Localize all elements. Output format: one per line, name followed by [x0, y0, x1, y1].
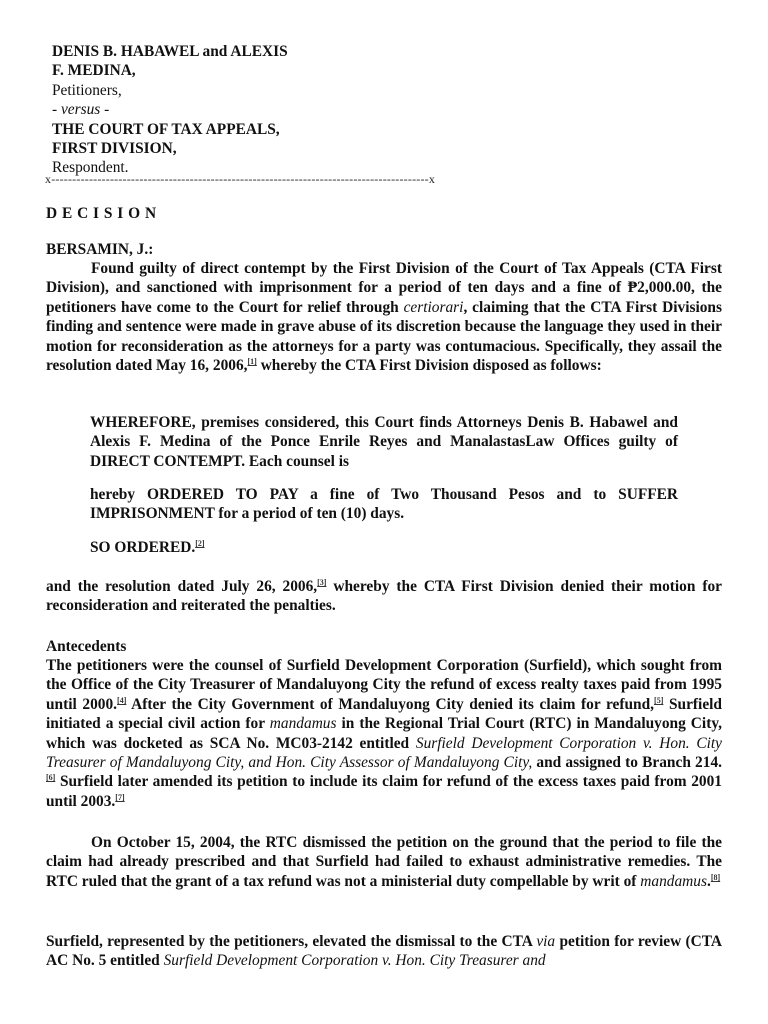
separator-line: x------------------------------------------------------------------------------------------x [45, 172, 436, 186]
p5-text-b: petition for review (CTA AC No. 5 entitled [46, 933, 722, 970]
decision-heading: D E C I S I O N [46, 205, 157, 222]
p5-italic-case-title: Surfield Development Corporation v. Hon. City Treasurer and [163, 952, 546, 970]
respondent-label: Respondent. [52, 159, 129, 177]
petitioner-name-line1: DENIS B. HABAWEL and ALEXIS [52, 43, 288, 60]
antecedents-heading: Antecedents [46, 638, 127, 655]
paragraph-5 [46, 932, 722, 971]
so-ordered-text: SO ORDERED. [90, 539, 196, 556]
p1-text-a: Found guilty of direct contempt by the First Division of the Court of Tax Appeals (CTA First Division), and sanctioned with imprisonment for a period of ten days and a fine of ₱2,000.00, the petitioners have come to the Court for relief through [46, 260, 722, 316]
p3-text-a: The petitioners were the counsel of Surfield Development Corporation (Surfield), which sought from the Office of the City Treasurer of Mandaluyong City the refund of excess realty taxes paid from 1995 until 2000. [46, 657, 722, 713]
footnote-link-8[interactable]: [8] [710, 872, 721, 882]
p2-text-b: whereby the CTA First Division denied their motion for reconsideration and reiterated the penalties. [46, 578, 722, 615]
ponente: BERSAMIN, J.: [46, 241, 154, 258]
petitioners-label: Petitioners, [52, 81, 122, 99]
quote-paragraph-2: hereby ORDERED TO PAY a fine of Two Thousand Pesos and to SUFFER IMPRISONMENT for a period of ten (10) days. [90, 486, 678, 523]
p3-italic-case-title: Surfield Development Corporation v. Hon. City Treasurer of Mandaluyong City, and Hon. City Assessor of Mandaluyong City, [46, 734, 723, 772]
paragraph-3 [46, 656, 722, 811]
p3-text-e: and assigned to Branch 214. [532, 754, 722, 772]
p3-text-d: in the Regional Trial Court (RTC) in Mandaluyong City, which was docketed as SCA No. MC03-2142 entitled [46, 715, 723, 752]
p4-text-b: . [706, 872, 711, 890]
footnote-link-1[interactable]: [1] [247, 356, 257, 366]
p4-text-a: On October 15, 2004, the RTC dismissed the petition on the ground that the period to file the claim had already prescribed and that Surfield had failed to exhaust administrative remedies. The RTC ruled that the grant of a tax refund was not a ministerial duty compellable by writ of [46, 834, 722, 890]
footnote-link-2[interactable]: [2] [195, 538, 205, 548]
p3-italic-mandamus: mandamus [269, 715, 337, 733]
footnote-link-4[interactable]: [4] [117, 695, 127, 705]
case-caption [52, 42, 452, 178]
footnote-link-5[interactable]: [5] [654, 695, 664, 705]
footnote-link-3[interactable]: [3] [317, 577, 327, 587]
petitioner-name-line2: F. MEDINA, [52, 62, 136, 80]
p3-text-b: After the City Government of Mandaluyong City denied its claim for refund, [126, 695, 655, 713]
versus-text: - versus - [52, 101, 110, 119]
footnote-link-7[interactable]: [7] [115, 792, 125, 802]
respondent-name-line2: FIRST DIVISION, [52, 140, 177, 158]
p4-italic-mandamus: mandamus [640, 872, 707, 890]
versus-label [52, 100, 452, 119]
p1-text-b: , claiming that the CTA First Divisions finding and sentence were made in grave abuse of its discretion because the language they used in their motion for reconsideration as the attorneys for a party was contumacious. Specifically, they assail the resolution dated May 16, 2006, [46, 298, 722, 375]
p1-text-c: whereby the CTA First Division disposed as follows: [256, 357, 602, 375]
p5-italic-via: via [536, 933, 556, 950]
p3-text-c: Surfield initiated a special civil action for [46, 695, 722, 733]
p1-italic-certiorari: certiorari [403, 298, 464, 316]
footnote-link-6[interactable]: [6] [46, 773, 56, 783]
p2-text-a: and the resolution dated July 26, 2006, [46, 578, 318, 595]
p5-text-a: Surfield, represented by the petitioners, elevated the dismissal to the CTA [46, 933, 537, 950]
respondent-name-line1: THE COURT OF TAX APPEALS, [52, 120, 280, 138]
p3-text-f: Surfield later amended its petition to include its claim for refund of the excess taxes paid from 2001 until 2003. [46, 773, 722, 810]
quote-paragraph-1: WHEREFORE, premises considered, this Court finds Attorneys Denis B. Habawel and Alexis F. Medina of the Ponce Enrile Reyes and ManalastasLaw Offices guilty of DIRECT CONTEMPT. Each counsel is [90, 414, 678, 470]
quote-paragraph-3 [90, 538, 678, 557]
paragraph-1 [46, 259, 722, 375]
paragraph-2 [46, 577, 722, 616]
paragraph-4 [46, 833, 722, 891]
